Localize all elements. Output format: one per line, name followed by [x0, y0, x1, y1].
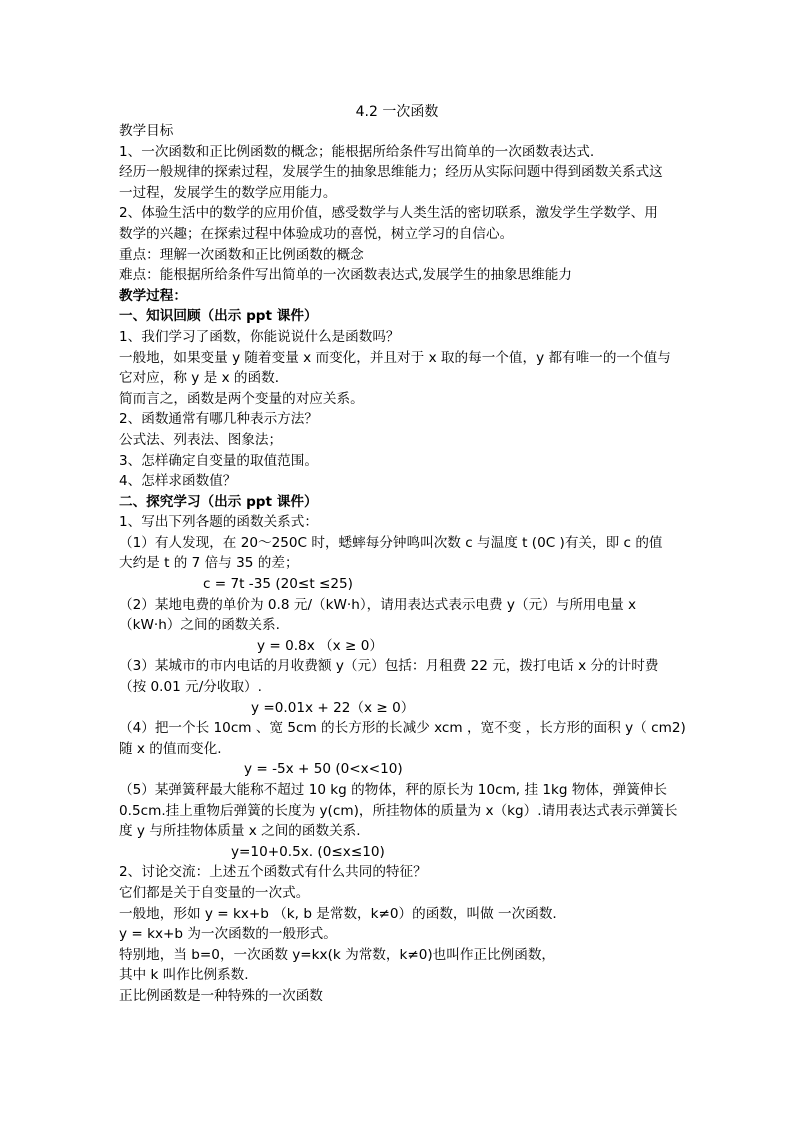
text-line: 特别地，当 b=0，一次函数 y=kx(k 为常数，k≠0)也叫作正比例函数， — [119, 946, 556, 963]
text-line: 一般地，形如 y = kx+b （k, b 是常数，k≠0）的函数，叫做 一次函数. — [119, 905, 557, 922]
text-line: 一、知识回顾（出示 ppt 课件） — [119, 308, 318, 325]
text-line: 随 x 的值而变化. — [119, 740, 222, 757]
text-line: 2、讨论交流：上述五个函数式有什么共同的特征？ — [119, 864, 427, 881]
text-line: 经历一般规律的探索过程，发展学生的抽象思维能力；经历从实际问题中得到函数关系式这 — [119, 164, 663, 181]
text-line: 1、我们学习了函数，你能说说什么是函数吗？ — [119, 328, 400, 345]
text-line: 一过程，发展学生的数学应用能力。 — [119, 184, 337, 201]
text-line: （4）把一个长 10cm 、宽 5cm 的长方形的长减少 xcm ，宽不变 ，长方形的面积 y（ cm2) — [119, 720, 686, 737]
text-line: 1、一次函数和正比例函数的概念；能根据所给条件写出简单的一次函数表达式. — [119, 143, 595, 160]
text-line: y =0.01x + 22（x ≥ 0） — [251, 699, 415, 716]
text-line: （2）某地电费的单价为 0.8 元/（kW·h），请用表达式表示电费 y（元）与所用电量 x — [119, 596, 637, 613]
text-line: c = 7t -35 (20≤t ≤25) — [203, 576, 353, 593]
text-line: 教学过程： — [119, 287, 187, 304]
document-title: 4.2 一次函数 — [355, 104, 439, 120]
text-line: 难点：能根据所给条件写出简单的一次函数表达式,发展学生的抽象思维能力 — [119, 267, 572, 284]
text-line: 一般地，如果变量 y 随着变量 x 而变化，并且对于 x 取的每一个值，y 都有唯一的一个值与 — [119, 349, 671, 366]
text-line: 其中 k 叫作比例系数. — [119, 967, 249, 984]
text-line: （3）某城市的市内电话的月收费额 y（元）包括：月租费 22 元，拨打电话 x 分的计时费 — [119, 658, 659, 675]
text-line: （按 0.01 元/分收取）. — [119, 679, 262, 696]
text-line: 数学的兴趣；在探索过程中体验成功的喜悦，树立学习的自信心。 — [119, 225, 514, 242]
text-line: （5）某弹簧秤最大能称不超过 10 kg 的物体，秤的原长为 10cm, 挂 1kg 物体，弹簧伸长 — [119, 782, 667, 798]
text-line: y = 0.8x （x ≥ 0） — [257, 637, 383, 654]
text-line: 二、探究学习（出示 ppt 课件） — [119, 493, 318, 510]
text-line: y=10+0.5x. (0≤x≤10) — [231, 843, 385, 860]
text-line: 它对应，称 y 是 x 的函数． — [119, 370, 289, 387]
text-line: 2、体验生活中的数学的应用价值，感受数学与人类生活的密切联系，激发学生学数学、用 — [119, 205, 658, 222]
text-line: 重点：理解一次函数和正比例函数的概念 — [119, 246, 364, 263]
text-line: 3、怎样确定自变量的取值范围。 — [119, 452, 318, 469]
text-line: （1）有人发现，在 20～250C 时，蟋蟀每分钟鸣叫次数 c 与温度 t (0C )有关，即 c 的值 — [119, 534, 663, 551]
text-line: 0.5cm.挂上重物后弹簧的长度为 y(cm)，所挂物体的质量为 x（kg）.请用表达式表示弹簧长 — [119, 802, 678, 819]
text-line: （kW·h）之间的函数关系. — [119, 617, 280, 634]
text-line: 度 y 与所挂物体质量 x 之间的函数关系. — [119, 823, 361, 840]
text-line: 简而言之，函数是两个变量的对应关系。 — [119, 390, 364, 407]
text-line: 2、函数通常有哪几种表示方法？ — [119, 411, 318, 428]
text-line: 教学目标 — [119, 123, 174, 139]
document-body — [119, 121, 691, 1007]
text-line: y = -5x + 50 (0<x<10) — [244, 761, 403, 778]
text-line: 它们都是关于自变量的一次式。 — [119, 884, 310, 901]
text-line: 大约是 t 的 7 倍与 35 的差； — [119, 555, 299, 572]
text-line: 正比例函数是一种特殊的一次函数 — [119, 987, 323, 1004]
text-line: 1、写出下列各题的函数关系式： — [119, 514, 318, 531]
text-line: 公式法、列表法、图象法； — [119, 431, 283, 448]
text-line: 4、怎样求函数值？ — [119, 473, 237, 490]
text-line: y = kx+b 为一次函数的一般形式。 — [119, 926, 337, 943]
